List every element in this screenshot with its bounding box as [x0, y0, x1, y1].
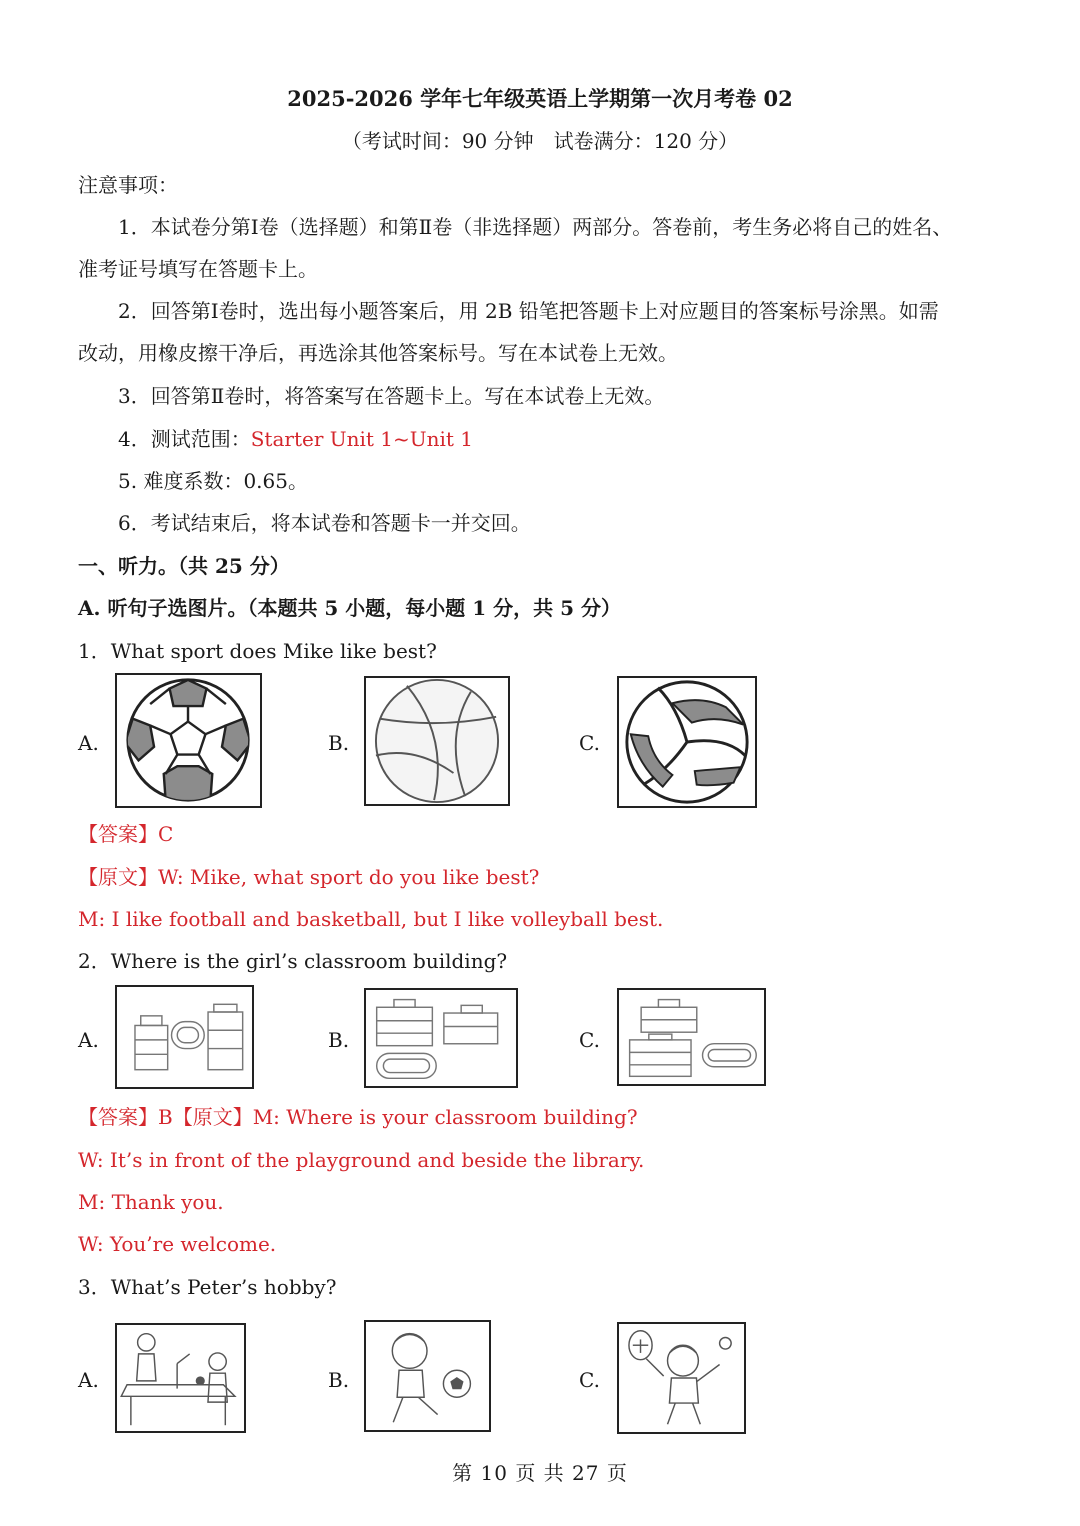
- map-c-image: [617, 988, 766, 1086]
- q2-option-a-label: A.: [78, 1028, 99, 1052]
- q2-answer: 【答案】B【原文】M: Where is your classroom building?: [78, 1105, 638, 1129]
- volleyball-image: [617, 676, 757, 808]
- q1-option-c-label: C.: [579, 731, 600, 755]
- q2-script-2: W: It’s in front of the playground and beside the library.: [78, 1148, 645, 1172]
- notice-item-6: 6．考试结束后，将本试卷和答题卡一并交回。: [118, 511, 531, 535]
- map-b-image: [364, 988, 518, 1088]
- exam-info: （考试时间：90 分钟 试卷满分：120 分）: [341, 129, 739, 153]
- q3-option-a-label: A.: [78, 1368, 99, 1392]
- page-title: 2025-2026 学年七年级英语上学期第一次月考卷 02: [287, 86, 793, 111]
- notice-item-2a: 2．回答第Ⅰ卷时，选出每小题答案后，用 2B 铅笔把答题卡上对应题目的答案标号涂黑。如需: [118, 299, 939, 323]
- question-2: 2．Where is the girl’s classroom building?: [78, 949, 508, 973]
- notice-item-1b: 准考证号填写在答题卡上。: [78, 257, 318, 281]
- notice-item-4: [118, 426, 473, 452]
- q2-option-c-label: C.: [579, 1028, 600, 1052]
- tennis-player-image: [617, 1322, 746, 1434]
- q1-option-a-label: A.: [78, 731, 99, 755]
- notice-item-3: 3．回答第Ⅱ卷时，将答案写在答题卡上。写在本试卷上无效。: [118, 384, 665, 408]
- q3-option-c-label: C.: [579, 1368, 600, 1392]
- part-a-heading: A. 听句子选图片。（本题共 5 小题，每小题 1 分，共 5 分）: [78, 596, 621, 620]
- q3-option-b-label: B.: [328, 1368, 350, 1392]
- basketball-image: [364, 676, 510, 806]
- question-1: 1．What sport does Mike like best?: [78, 639, 437, 663]
- notice-heading: 注意事项：: [78, 173, 178, 197]
- page-number: 第 10 页 共 27 页: [452, 1461, 628, 1485]
- map-a-image: [115, 985, 254, 1089]
- q1-answer: 【答案】C: [78, 822, 174, 846]
- q1-script-2: M: I like football and basketball, but I like volleyball best.: [78, 907, 664, 931]
- notice-item-1a: 1．本试卷分第Ⅰ卷（选择题）和第Ⅱ卷（非选择题）两部分。答卷前，考生务必将自己的姓名、: [118, 215, 953, 239]
- q1-script-1: [78, 864, 539, 890]
- q2-script-4: W: You’re welcome.: [78, 1232, 277, 1256]
- soccer-ball-image: [115, 673, 262, 808]
- q1-option-b-label: B.: [328, 731, 350, 755]
- q1-script-text: W: Mike, what sport do you like best?: [158, 865, 540, 889]
- q2-script-3: M: Thank you.: [78, 1190, 224, 1214]
- section-heading: 一、听力。（共 25 分）: [78, 554, 290, 578]
- notice-item-2b: 改动，用橡皮擦干净后，再选涂其他答案标号。写在本试卷上无效。: [78, 341, 678, 365]
- q2-option-b-label: B.: [328, 1028, 350, 1052]
- test-scope: Starter Unit 1~Unit 1: [250, 427, 474, 451]
- notice-item-4-label: 4．测试范围：: [118, 427, 251, 451]
- soccer-player-image: [364, 1320, 491, 1432]
- notice-item-5: 5. 难度系数：0.65。: [118, 469, 308, 493]
- q1-script-label: 【原文】: [78, 865, 158, 889]
- table-tennis-image: [115, 1323, 246, 1433]
- question-3: 3．What’s Peter’s hobby?: [78, 1275, 337, 1299]
